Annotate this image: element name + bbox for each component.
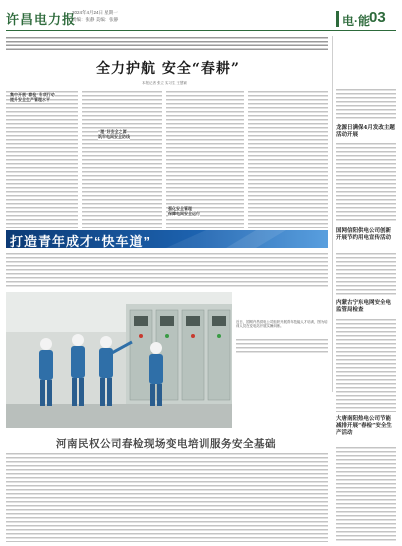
subhead-1b: 提升安全生产管理水平 [10,97,50,102]
right-headline-3: 内蒙古宁东电网安全电监管局检查 [336,300,392,313]
right-headline-4: 大唐南阳热电公司节能减排开展“春检”安全生产活动 [336,416,392,436]
section-marker [336,11,339,27]
subhead-3b: 保障电网安全运行 [168,211,200,216]
article-column-1 [6,90,78,228]
subhead-3: 强化安全管理 [168,206,192,211]
article-column-4 [248,90,328,228]
lead-paragraph [6,36,328,52]
banner-title: 打造青年成才“快车道” [10,234,152,248]
header-rule [6,30,396,31]
training-photo [6,292,232,428]
section-name: 电·能 [342,14,370,28]
right-headline-1: 龙源日满保4月发改主题活动开展 [336,125,395,138]
right-article-4 [336,446,396,542]
right-article-1 [336,142,396,222]
right-article-2 [336,252,396,296]
column-divider [332,36,333,392]
main-byline: 本报记者 张立 实习生 王慧颖 [142,81,187,85]
banner-decoration [6,230,328,248]
bottom-headline: 河南民权公司春检现场变电培训服务安全基础 [56,438,276,450]
right-intro-text [336,88,396,120]
photo-scene [6,292,232,428]
subhead-2: “理”好安全之源 [98,129,127,134]
bottom-article-text [6,452,328,542]
issue-date: 2024年4月24日 星期一 [72,10,118,15]
main-headline: 全力护航 安全“春耕” [96,61,240,77]
right-headline-2: 国网信阳供电公司创新开展节约用电宣传活动 [336,228,392,241]
subhead-1: 集中开展“春检”专项行动 [10,92,55,97]
photo-caption: 近日，国网许昌供电公司组织开展青年技能人才培训，图为培训人员在变电站开展实操训练。 [236,320,328,329]
editor-line: 责编：张静 美编：张静 [72,17,119,22]
right-article-3 [336,318,396,412]
newspaper-brand: 许昌电力报 [6,13,77,28]
article-column-2 [82,90,162,228]
caption-extra-lines [236,338,328,354]
masthead [0,0,402,34]
feature-banner [6,230,328,248]
feature-text-top [6,252,328,288]
page-number: 03 [369,9,386,26]
subhead-2b: 筑牢电网安全防线 [98,134,130,139]
